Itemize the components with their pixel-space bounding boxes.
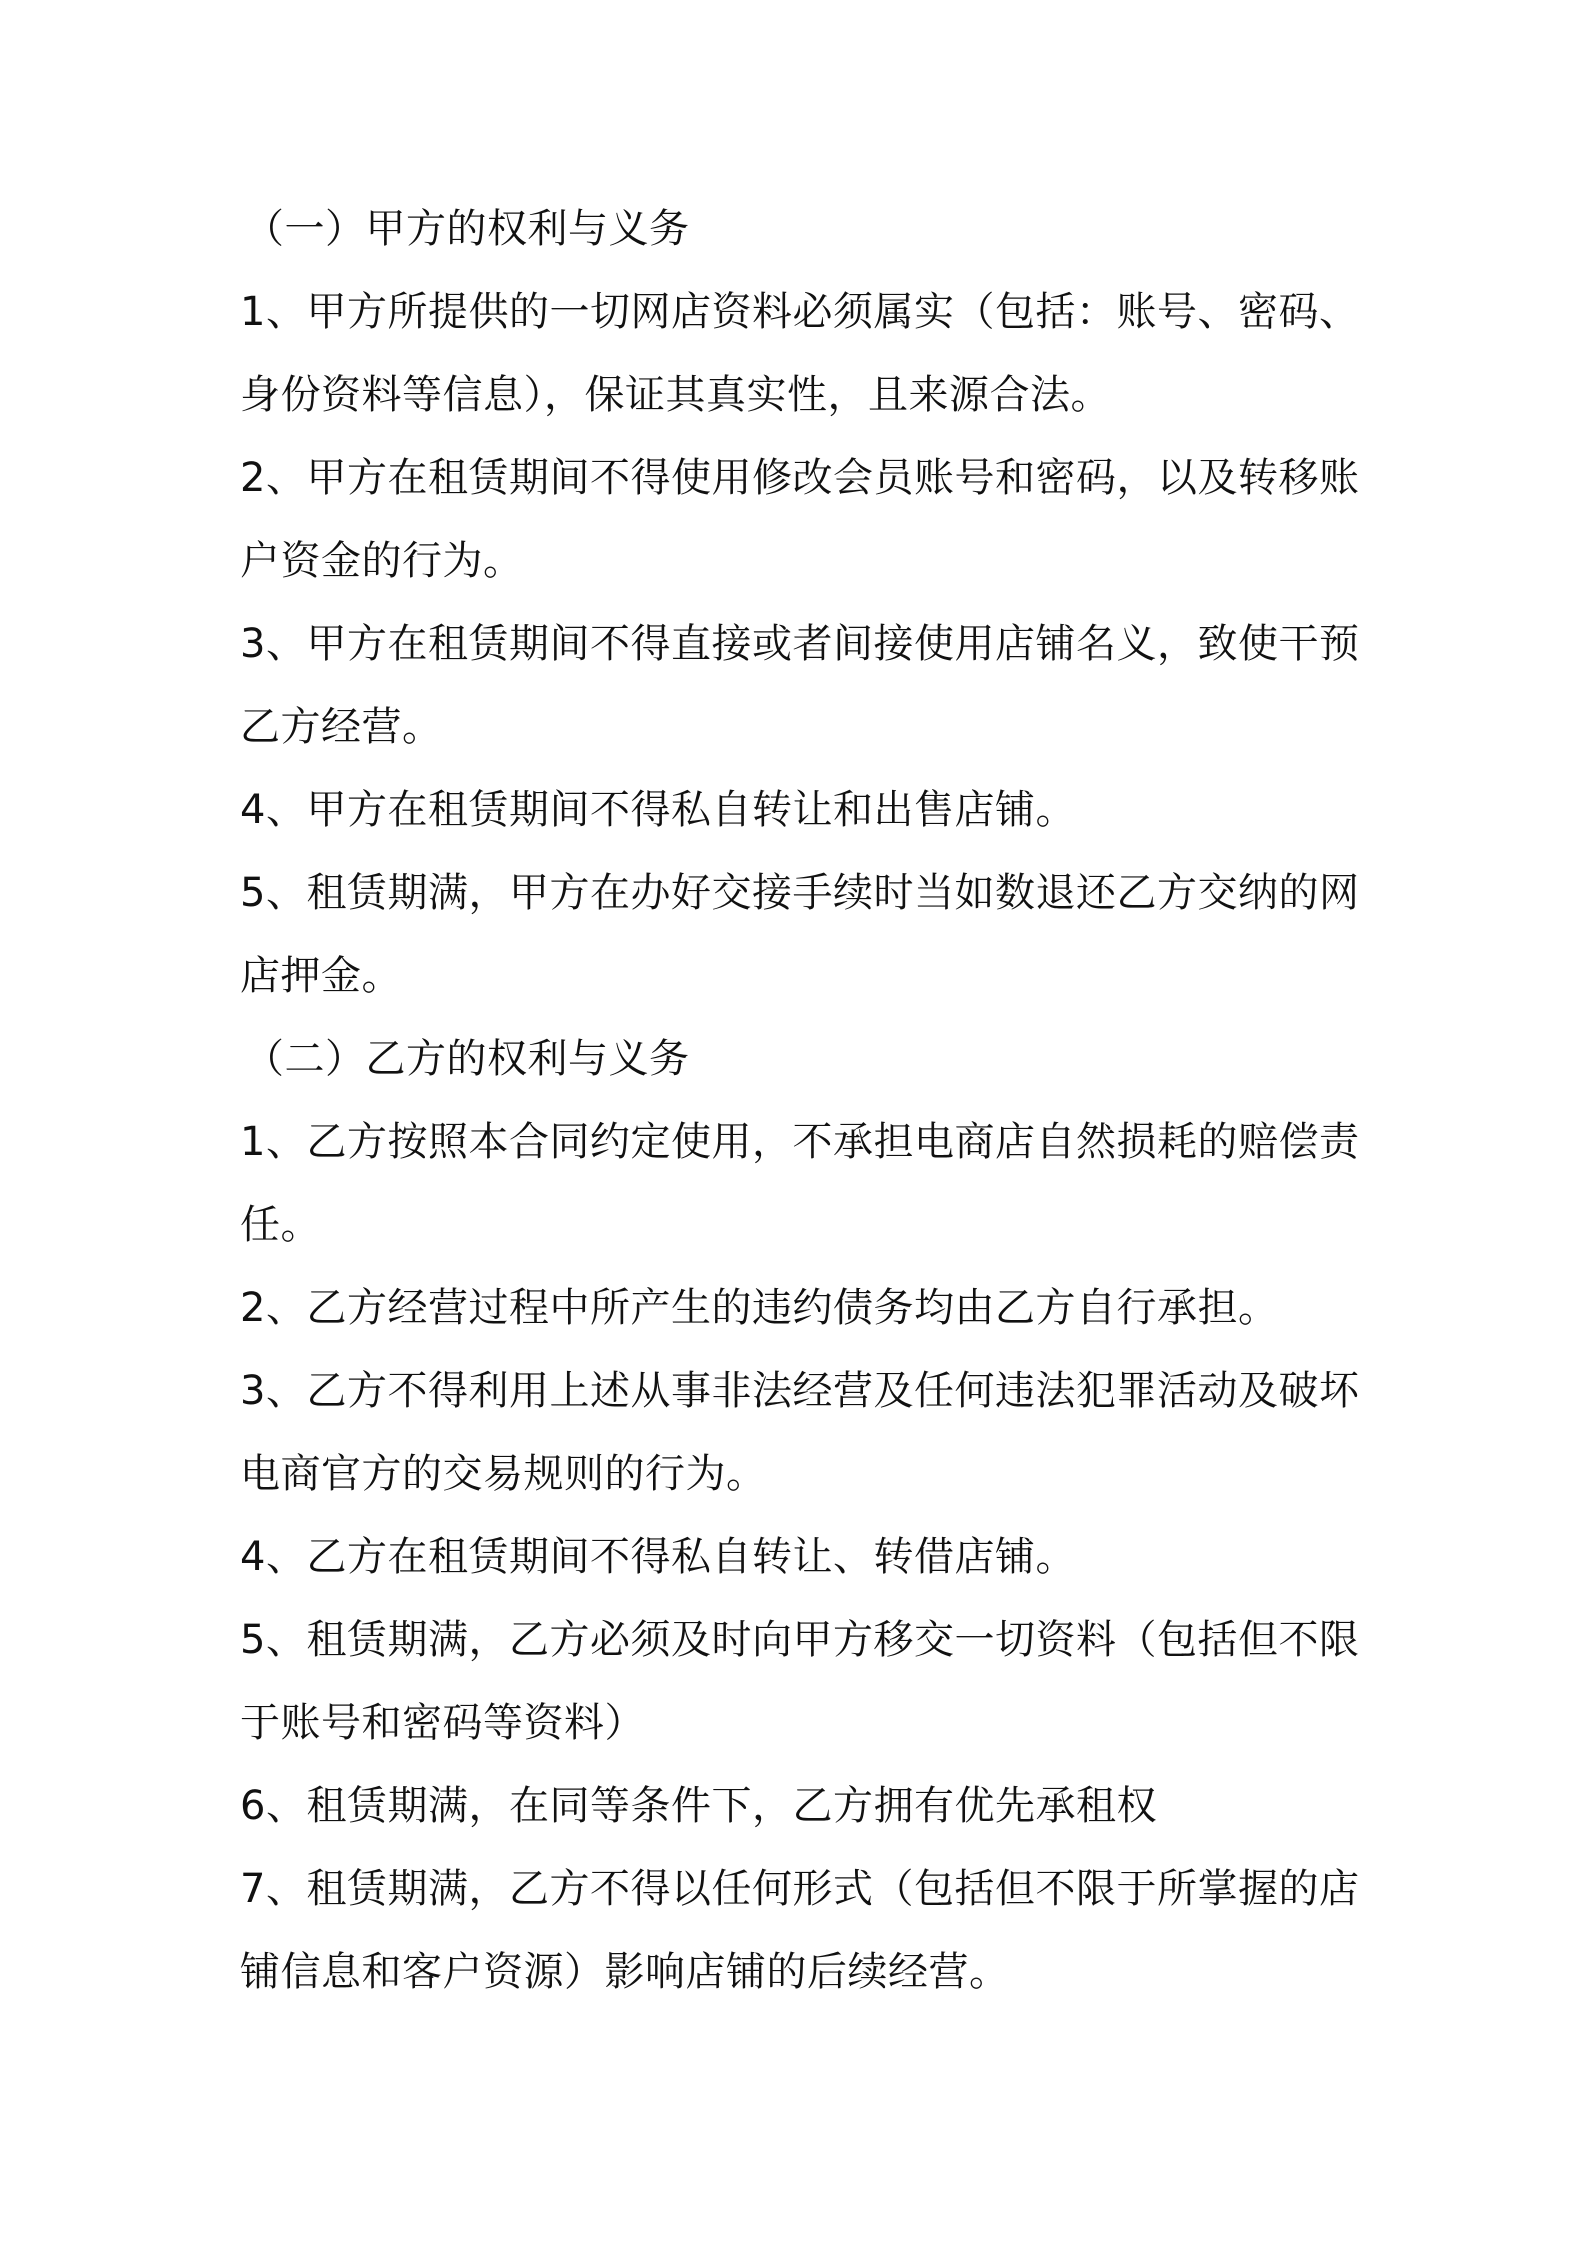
text-line: 店押金。 <box>240 953 402 999</box>
text-line: 身份资料等信息），保证其真实性，且来源合法。 <box>240 372 1111 418</box>
text-line: 1、乙方按照本合同约定使用，不承担电商店自然损耗的赔偿责 <box>240 1119 1360 1165</box>
text-line: 5、租赁期满，乙方必须及时向甲方移交一切资料（包括但不限 <box>240 1617 1360 1663</box>
text-line: 3、甲方在租赁期间不得直接或者间接使用店铺名义，致使干预 <box>240 621 1360 667</box>
text-line: 2、甲方在租赁期间不得使用修改会员账号和密码，以及转移账 <box>240 455 1360 501</box>
text-line: 乙方经营。 <box>240 704 443 750</box>
text-line: 4、乙方在租赁期间不得私自转让、转借店铺。 <box>240 1534 1076 1580</box>
text-line: 5、租赁期满，甲方在办好交接手续时当如数退还乙方交纳的网 <box>240 870 1360 916</box>
section-heading-party-b: （二）乙方的权利与义务 <box>244 1036 690 1082</box>
text-line: 铺信息和客户资源）影响店铺的后续经营。 <box>240 1949 1010 1995</box>
text-line: 6、租赁期满，在同等条件下，乙方拥有优先承租权 <box>240 1783 1157 1829</box>
text-line: 于账号和密码等资料） <box>240 1700 645 1746</box>
text-line: 1、甲方所提供的一切网店资料必须属实（包括：账号、密码、 <box>240 289 1360 335</box>
text-line: 电商官方的交易规则的行为。 <box>240 1451 767 1497</box>
text-line: 7、租赁期满，乙方不得以任何形式（包括但不限于所掌握的店 <box>240 1866 1360 1912</box>
text-line: 2、乙方经营过程中所产生的违约债务均由乙方自行承担。 <box>240 1285 1279 1331</box>
document-body <box>240 188 1360 2014</box>
section-heading-party-a: （一）甲方的权利与义务 <box>244 206 690 252</box>
text-line: 3、乙方不得利用上述从事非法经营及任何违法犯罪活动及破坏 <box>240 1368 1360 1414</box>
text-line: 4、甲方在租赁期间不得私自转让和出售店铺。 <box>240 787 1076 833</box>
text-line: 户资金的行为。 <box>240 538 524 584</box>
text-line: 任。 <box>240 1202 321 1248</box>
